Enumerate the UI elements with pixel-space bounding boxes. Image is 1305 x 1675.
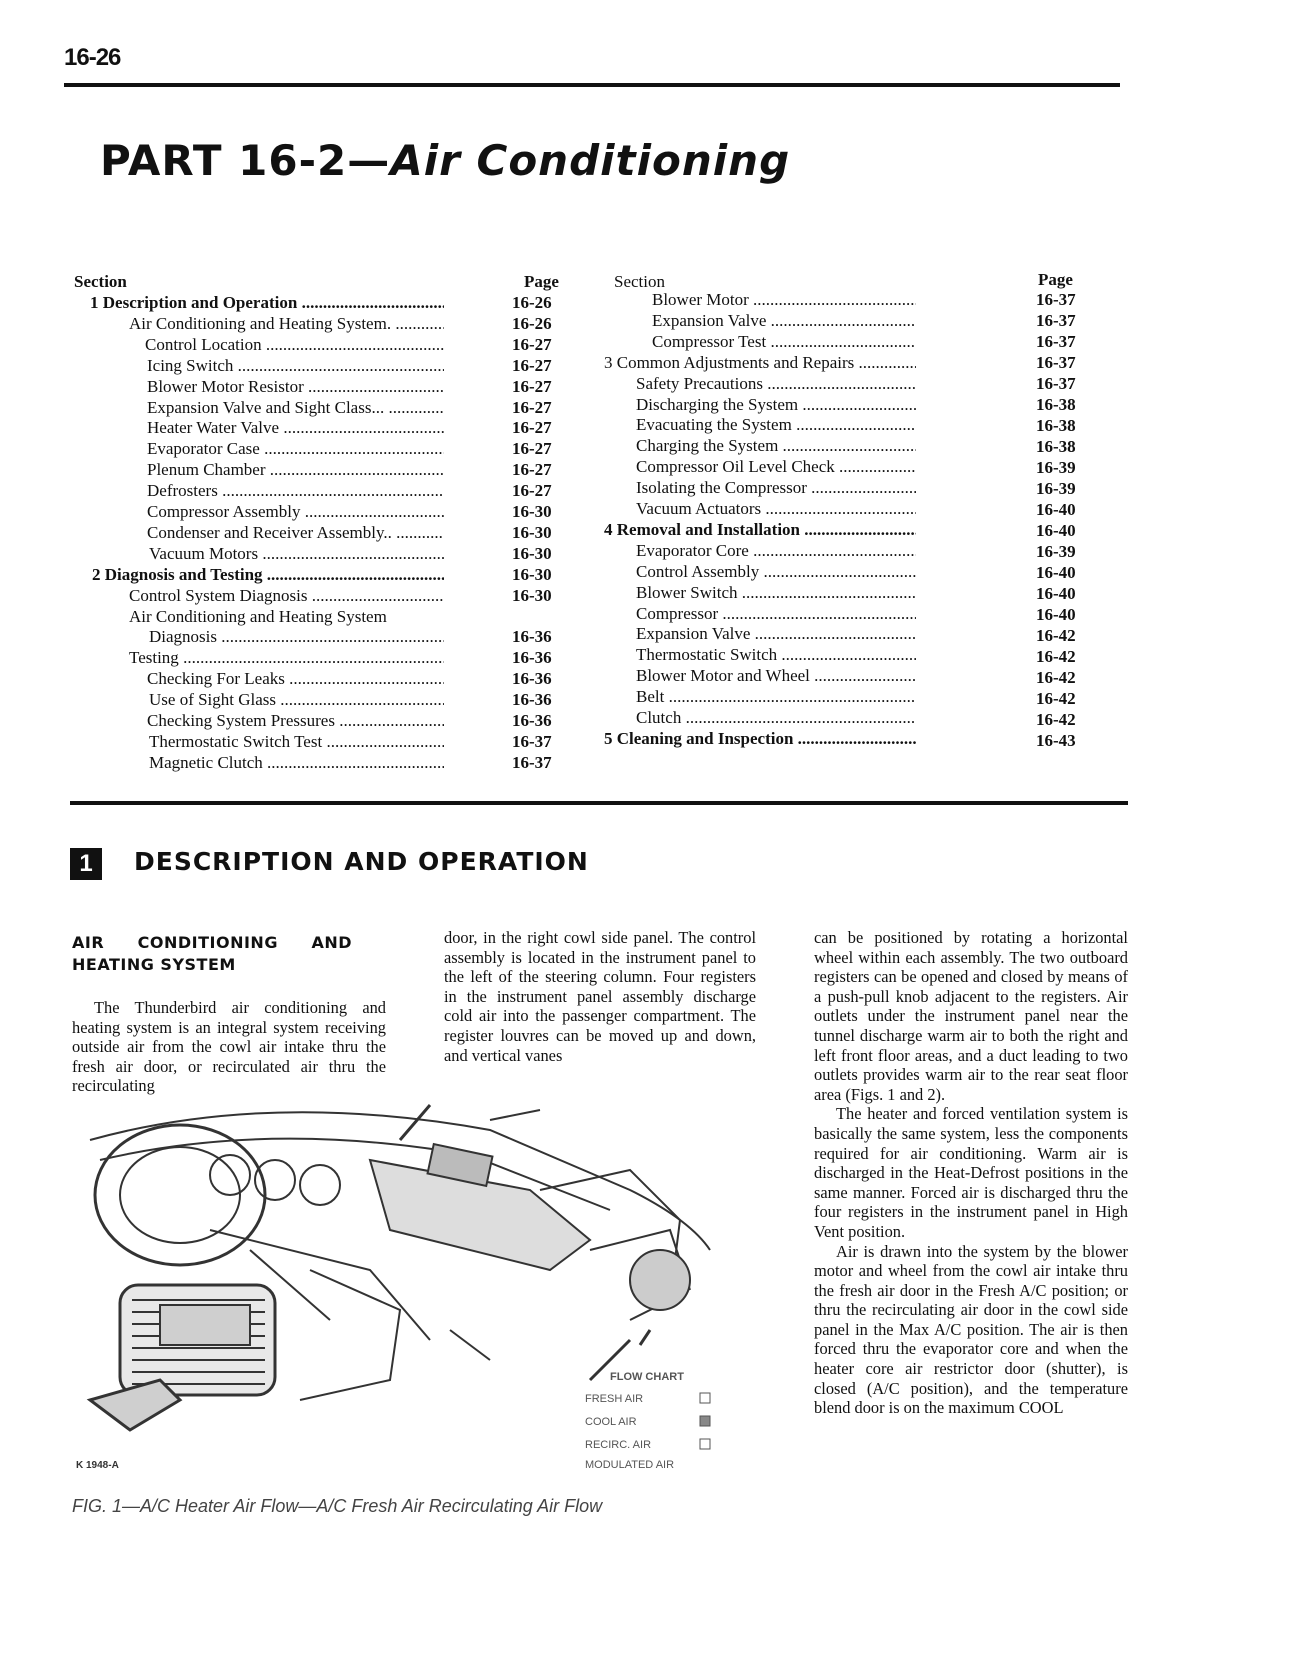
figure-code: K 1948-A (76, 1460, 119, 1470)
toc-entry-page: 16-27 (512, 397, 552, 417)
air-flow-illustration (70, 1100, 730, 1470)
toc-entry-label: Evaporator Core ..... (636, 541, 916, 561)
toc-entry-label: Compressor Oil Level Check ..... (636, 457, 916, 477)
toc-entry-page: 16-42 (1036, 710, 1076, 729)
legend-cool-air-swatch (700, 1416, 710, 1426)
register-grille-illustration (120, 1285, 275, 1395)
toc-entry-label: Compressor ..... (636, 604, 916, 624)
toc-entry-page: 16-27 (512, 439, 552, 459)
toc-entry-label: Safety Precautions ..... (636, 374, 916, 394)
toc-entry-label: Discharging the System ..... (636, 395, 916, 415)
column-3 (814, 928, 1128, 1418)
toc-entry-label: Heater Water Valve ..... (147, 418, 444, 438)
toc-entry-label: Checking For Leaks ..... (147, 669, 444, 689)
toc-entry-label: Air Conditioning and Heating System (129, 606, 387, 626)
toc-entry-page: 16-38 (1036, 416, 1076, 435)
toc-section-header-left: Section (74, 272, 127, 291)
toc-entry-label: Blower Motor and Wheel ..... (636, 666, 916, 686)
toc-entry-page: 16-37 (1036, 353, 1076, 372)
toc-entry-label: Diagnosis ..... (149, 627, 444, 647)
col3-paragraph-1: can be positioned by rotating a horizontal wheel within each assembly. The two outboard registers can be opened and closed by means of a push-pull knob adjacent to the registers. Air outlets under the instrument panel near the tunnel discharge warm air to both the right and left front floor areas, and a duct leading to two outlets provides warm air to the rear seat floor area (Figs. 1 and 2). (814, 928, 1128, 1104)
section-number-badge: 1 (70, 848, 102, 880)
toc-entry-page: 16-27 (512, 376, 552, 396)
toc-entry-page: 16-42 (1036, 689, 1076, 708)
toc-entry-page: 16-37 (1036, 311, 1076, 330)
air-duct-illustration (90, 1380, 180, 1430)
section-title: DESCRIPTION AND OPERATION (134, 847, 589, 876)
toc-entry-page: 16-42 (1036, 647, 1076, 666)
toc-entry-page: 16-30 (512, 522, 552, 542)
toc-entry-label: Compressor Assembly ..... (147, 502, 444, 522)
toc-entry-page: 16-37 (512, 731, 552, 751)
column-1 (72, 998, 386, 1096)
toc-entry-label: Thermostatic Switch ..... (636, 645, 916, 665)
toc-entry-label: Blower Motor ..... (652, 290, 916, 310)
toc-entry-label: Control Location ..... (145, 335, 444, 355)
toc-entry-page: 16-39 (1036, 479, 1076, 498)
toc-entry-label: Expansion Valve and Sight Class... ..... (147, 398, 444, 418)
toc-entry-page: 16-38 (1036, 395, 1076, 414)
toc-entry-label: Isolating the Compressor ..... (636, 478, 916, 498)
toc-entry-page: 16-30 (512, 543, 552, 563)
toc-page-header-right: Page (1038, 270, 1073, 289)
legend-fresh-air-swatch (700, 1393, 710, 1403)
figure-1 (70, 1100, 730, 1470)
page-number: 16-26 (64, 44, 121, 71)
toc-entry (149, 753, 444, 778)
legend-recirc-air: RECIRC. AIR (585, 1439, 652, 1451)
legend-cool-air: COOL AIR (585, 1416, 637, 1428)
toc-entry-label: Belt ..... (636, 687, 916, 707)
toc-entry-page: 16-27 (512, 355, 552, 375)
toc-entry-label: Checking System Pressures ..... (147, 711, 444, 731)
toc-entry-page: 16-36 (512, 627, 552, 647)
subsection-title: AIR CONDITIONING AND HEATING SYSTEM (72, 933, 352, 974)
toc-entry-label: Expansion Valve ..... (636, 624, 916, 644)
toc-entry-label: Blower Motor Resistor ..... (147, 377, 444, 397)
toc-entry-page: 16-37 (1036, 332, 1076, 351)
toc-entry-label: Control Assembly ..... (636, 562, 916, 582)
toc-entry-page: 16-30 (512, 502, 552, 521)
toc-entry-page: 16-40 (1036, 605, 1076, 624)
section-rule (70, 801, 1128, 805)
toc-entry-label: Condenser and Receiver Assembly.. ..... (147, 523, 444, 543)
toc-entry-page: 16-27 (512, 418, 552, 438)
toc-entry-label: Defrosters ..... (147, 481, 444, 501)
legend-recirc-air-swatch (700, 1439, 710, 1449)
top-rule (64, 83, 1120, 87)
toc-entry-label: Icing Switch ..... (147, 356, 444, 376)
toc-entry-page: 16-26 (512, 313, 552, 333)
toc-entry-label: Clutch ..... (636, 708, 916, 728)
toc-entry-page: 16-36 (512, 648, 552, 668)
col3-paragraph-3: Air is drawn into the system by the blower motor and wheel from the cowl air intake thru the fresh air door in the Fresh A/C position; or thru the recirculating air door in the cowl side panel in the Max A/C position. The air is then forced thru the evaporator core and when the heater core air restrictor door (shutter), is closed (A/C position), and the temperature blend door is on the maximum COOL (814, 1241, 1128, 1418)
toc-entry-page: 16-39 (1036, 458, 1076, 477)
part-title (100, 136, 790, 185)
toc-entry-page: 16-42 (1036, 668, 1076, 687)
flow-chart-legend (585, 1371, 710, 1470)
toc-entry-label: 1 Description and Operation ..... (90, 293, 444, 313)
toc-entry-label: Vacuum Actuators ..... (636, 499, 916, 519)
toc-entry-page: 16-36 (512, 690, 552, 710)
toc-entry-page: 16-37 (1036, 374, 1076, 393)
toc-entry-page: 16-27 (512, 460, 552, 480)
col1-paragraph: The Thunderbird air conditioning and heating system is an integral system receiving outside air from the cowl air intake thru the fresh air door, or recirculated air thru the recirculating (72, 998, 386, 1096)
toc-entry-label: Magnetic Clutch ..... (149, 753, 444, 773)
part-title-prefix: PART 16-2— (100, 136, 391, 185)
toc-entry-label: Evacuating the System ..... (636, 415, 916, 435)
toc-page-header-left: Page (524, 272, 559, 291)
toc-entry-label: 4 Removal and Installation ..... (604, 520, 916, 540)
legend-title: FLOW CHART (610, 1371, 684, 1383)
toc-entry-page: 16-36 (512, 711, 552, 730)
toc-entry-page: 16-42 (1036, 626, 1076, 645)
toc-entry-page: 16-37 (512, 752, 552, 772)
legend-fresh-air: FRESH AIR (585, 1393, 644, 1405)
toc-entry-label: 3 Common Adjustments and Repairs ..... (604, 353, 916, 373)
toc-entry-page: 16-30 (512, 585, 552, 605)
toc-entry-label: Charging the System ..... (636, 436, 916, 456)
toc-entry-page: 16-40 (1036, 521, 1076, 540)
toc-entry-label: Vacuum Motors ..... (149, 544, 444, 564)
toc-entry-label: 5 Cleaning and Inspection ..... (604, 729, 916, 749)
toc-entry-label: Plenum Chamber ..... (147, 460, 444, 480)
toc-entry-label: 2 Diagnosis and Testing ..... (92, 565, 444, 585)
toc-entry-page: 16-40 (1036, 584, 1076, 603)
toc-entry-label: Evaporator Case ..... (147, 439, 444, 459)
figure-caption: FIG. 1—A/C Heater Air Flow—A/C Fresh Air Recirculating Air Flow (72, 1496, 603, 1516)
toc-entry-page: 16-40 (1036, 500, 1076, 519)
toc-entry-label: Expansion Valve ..... (652, 311, 916, 331)
toc-entry (604, 729, 916, 754)
toc-entry-page: 16-26 (512, 293, 552, 312)
column-2 (444, 928, 756, 1065)
toc-entry-label: Control System Diagnosis ..... (129, 586, 444, 606)
col2-paragraph: door, in the right cowl side panel. The control assembly is located in the instrument panel to the left of the steering column. Four registers in the instrument panel assembly discharge cold air into the passenger compartment. The register louvres can be moved up and down, and vertical vanes (444, 928, 756, 1065)
toc-entry-label: Use of Sight Glass ..... (149, 690, 444, 710)
toc-entry-page: 16-30 (512, 564, 552, 584)
toc-entry-label: Thermostatic Switch Test ..... (149, 732, 444, 752)
toc-entry-label: Testing ..... (129, 648, 444, 668)
legend-modulated-air: MODULATED AIR (585, 1459, 675, 1470)
toc-section-header-right: Section (614, 272, 665, 291)
toc-entry-label: Air Conditioning and Heating System. ..... (129, 314, 444, 334)
toc-entry-page: 16-43 (1036, 731, 1076, 750)
toc-entry-label: Blower Switch ..... (636, 583, 916, 603)
toc-entry-page: 16-38 (1036, 437, 1076, 456)
toc-entry-page: 16-39 (1036, 542, 1076, 561)
toc-entry-page: 16-37 (1036, 290, 1076, 309)
part-title-name: Air Conditioning (390, 136, 791, 185)
toc-entry-page: 16-27 (512, 481, 552, 501)
toc-entry-page: 16-40 (1036, 563, 1076, 582)
toc-entry-page: 16-36 (512, 669, 552, 689)
toc-entry-label: Compressor Test ..... (652, 332, 916, 352)
toc-entry-page: 16-27 (512, 334, 552, 354)
col3-paragraph-2: The heater and forced ventilation system is basically the same system, less the components required for air conditioning. Warm air is discharged in the Heat-Defrost positions in the same manner. Forced air is discharged thru the four registers in the instrument panel in High Vent position. (814, 1104, 1128, 1241)
